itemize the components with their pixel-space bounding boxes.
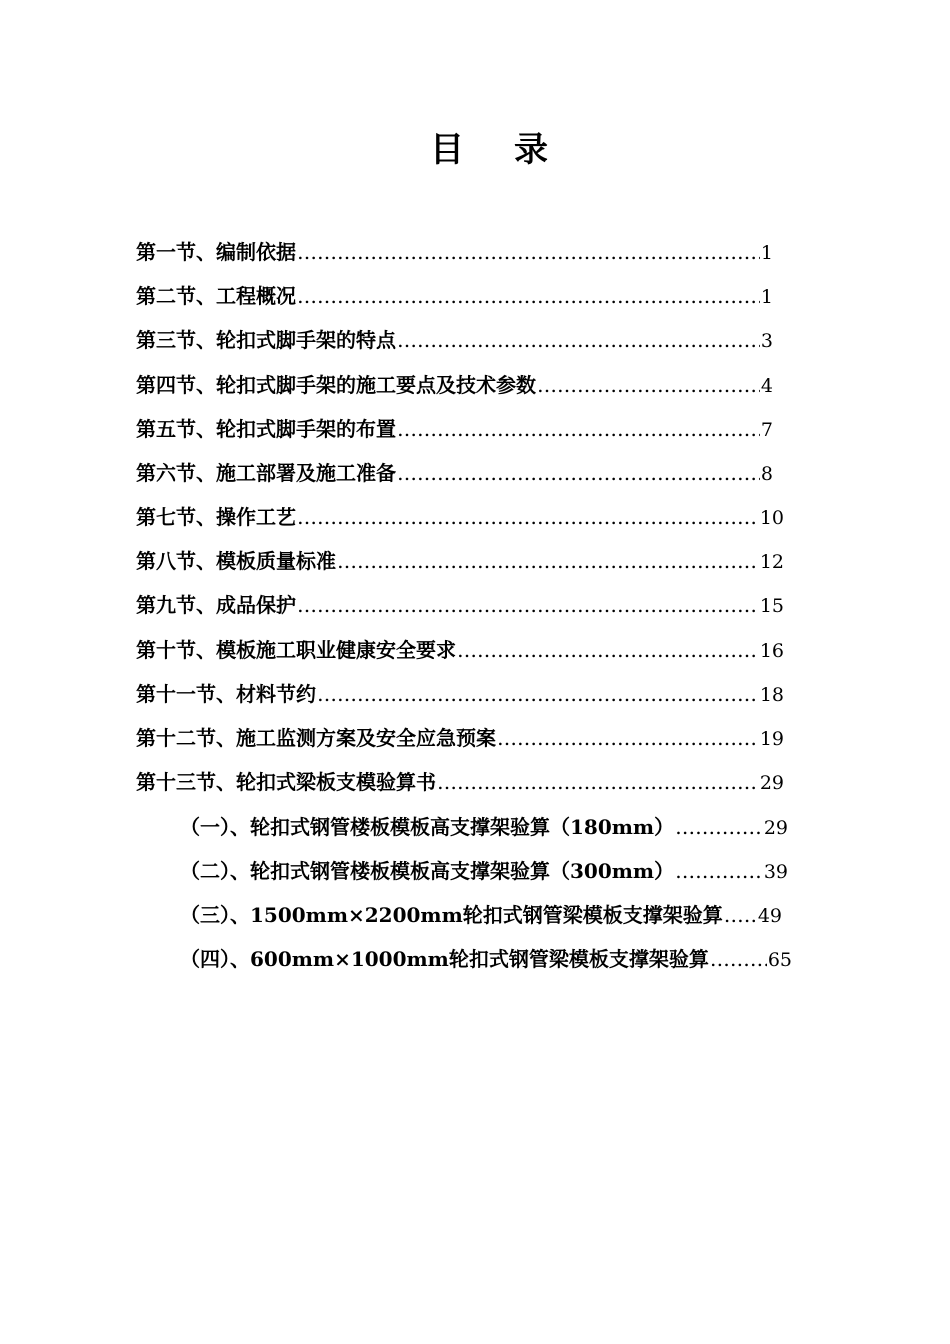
toc-entry-label: 第六节、施工部署及施工准备 — [136, 461, 396, 485]
toc-entry-2[interactable] — [136, 282, 773, 311]
toc-entry-page: 29 — [759, 772, 784, 794]
toc-subentry-4[interactable] — [180, 945, 792, 974]
toc-entry-label: 第十节、模板施工职业健康安全要求 — [136, 638, 456, 662]
toc-entry-page: 1 — [760, 242, 773, 264]
toc-entry-page: 7 — [760, 419, 773, 441]
toc-subentry-label: （一）、轮扣式钢管楼板模板高支撑架验算（180mm） — [180, 815, 675, 839]
toc-entry-4[interactable] — [136, 371, 773, 400]
toc-entry-label: 第十二节、施工监测方案及安全应急预案 — [136, 726, 496, 750]
toc-entry-label: 第九节、成品保护 — [136, 593, 296, 617]
toc-entry-13[interactable] — [136, 768, 784, 797]
toc-entry-label: 第十一节、材料节约 — [136, 682, 316, 706]
title-char-2: 录 — [514, 130, 550, 170]
toc-entry-page: 12 — [759, 551, 784, 573]
toc-entry-5[interactable] — [136, 415, 773, 444]
toc-subentry-page: 65 — [767, 949, 792, 971]
toc-entry-label: 第四节、轮扣式脚手架的施工要点及技术参数 — [136, 373, 536, 397]
toc-entry-label: 第十三节、轮扣式梁板支模验算书 — [136, 770, 436, 794]
toc-subentry-1[interactable] — [180, 813, 788, 842]
toc-subentry-page: 29 — [763, 817, 788, 839]
toc-entry-7[interactable] — [136, 503, 784, 532]
toc-entry-3[interactable] — [136, 326, 773, 355]
toc-entry-page: 1 — [760, 286, 773, 308]
toc-subentry-label: （二）、轮扣式钢管楼板模板高支撑架验算（300mm） — [180, 859, 675, 883]
toc-entry-page: 16 — [759, 640, 784, 662]
toc-entry-9[interactable] — [136, 591, 784, 620]
toc-entry-page: 4 — [760, 375, 773, 397]
title-char-1: 目 — [430, 130, 466, 170]
toc-entry-1[interactable] — [136, 238, 773, 267]
toc-subentry-label: （四）、600mm×1000mm轮扣式钢管梁模板支撑架验算 — [180, 947, 709, 971]
toc-subentry-2[interactable] — [180, 857, 788, 886]
toc-subentry-3[interactable] — [180, 901, 782, 930]
toc-subentry-page: 49 — [757, 905, 782, 927]
toc-entry-label: 第八节、模板质量标准 — [136, 549, 336, 573]
toc-entry-page: 3 — [760, 330, 773, 352]
toc-entry-label: 第七节、操作工艺 — [136, 505, 296, 529]
toc-entry-page: 15 — [759, 595, 784, 617]
toc-entry-page: 19 — [759, 728, 784, 750]
toc-entry-12[interactable] — [136, 724, 784, 753]
toc-entry-6[interactable] — [136, 459, 773, 488]
toc-entry-label: 第三节、轮扣式脚手架的特点 — [136, 328, 396, 352]
toc-entry-8[interactable] — [136, 547, 784, 576]
toc-entry-11[interactable] — [136, 680, 784, 709]
toc-entry-label: 第五节、轮扣式脚手架的布置 — [136, 417, 396, 441]
toc-entry-page: 18 — [759, 684, 784, 706]
toc-entry-page: 10 — [759, 507, 784, 529]
toc-entry-10[interactable] — [136, 636, 784, 665]
toc-subentry-label: （三）、1500mm×2200mm轮扣式钢管梁模板支撑架验算 — [180, 903, 723, 927]
toc-entry-label: 第二节、工程概况 — [136, 284, 296, 308]
toc-subentry-page: 39 — [763, 861, 788, 883]
toc-entry-label: 第一节、编制依据 — [136, 240, 296, 264]
toc-entry-page: 8 — [760, 463, 773, 485]
